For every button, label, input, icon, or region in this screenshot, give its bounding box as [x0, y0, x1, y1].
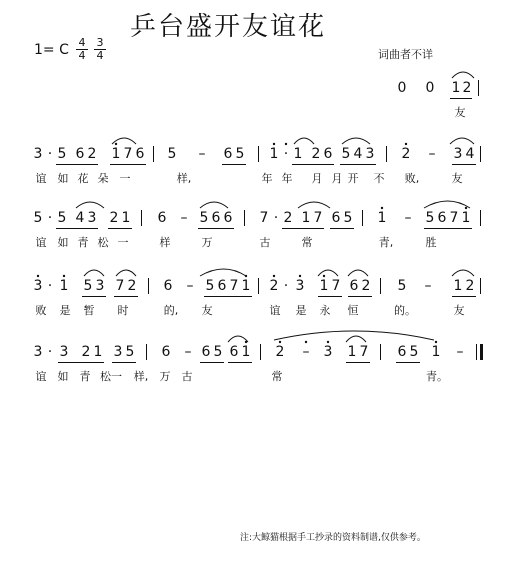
note: 6	[75, 146, 85, 162]
lyric: 青	[79, 370, 91, 383]
note: 6	[349, 278, 359, 294]
note: 5	[167, 146, 177, 162]
lyric: 友	[451, 172, 463, 185]
time-signature-4-4	[76, 38, 88, 61]
note: 7	[359, 344, 369, 360]
note: 7	[331, 278, 341, 294]
note: 5	[205, 278, 215, 294]
note: 6	[397, 344, 407, 360]
lyric: 是	[295, 304, 307, 317]
credit-text: 词曲者不详	[378, 48, 433, 61]
note: 1	[431, 344, 441, 360]
note: 6	[229, 344, 239, 360]
note: 0	[425, 80, 435, 96]
note: 5	[235, 146, 245, 162]
lyric: 花	[77, 172, 89, 185]
lyric: 如	[57, 172, 69, 185]
lyric: 谊	[35, 172, 47, 185]
note: 2	[465, 278, 475, 294]
note: 6	[437, 210, 447, 226]
lyric: 永	[319, 304, 331, 317]
note: ·	[47, 278, 53, 294]
lyric: 败,	[404, 172, 420, 185]
lyric: 是	[59, 304, 71, 317]
lyric: 胜	[425, 236, 437, 249]
lyric: 万	[159, 370, 171, 383]
note: –	[456, 344, 464, 360]
note: 1	[269, 146, 279, 162]
lyric: 一	[117, 236, 129, 249]
time-sig-top: 4	[78, 36, 86, 49]
note: –	[404, 210, 412, 226]
note: 7	[123, 146, 133, 162]
note: –	[180, 210, 188, 226]
note: 3	[113, 344, 123, 360]
lyric: 暂	[83, 304, 95, 317]
note: 2	[109, 210, 119, 226]
note: –	[186, 278, 194, 294]
lyric: 松	[97, 236, 109, 249]
lyric: 开	[347, 172, 359, 185]
lyric: 样,	[133, 370, 149, 383]
song-title: 乒台盛开友谊花	[130, 12, 327, 42]
note: 5	[33, 210, 43, 226]
lyric: 的,	[163, 304, 179, 317]
note: 1	[377, 210, 387, 226]
note: 1	[121, 210, 131, 226]
note: 3	[295, 278, 305, 294]
note: 5	[199, 210, 209, 226]
note: 6	[323, 146, 333, 162]
note: 3	[365, 146, 375, 162]
note: –	[428, 146, 436, 162]
lyric: 不	[373, 172, 385, 185]
note: 2	[283, 210, 293, 226]
lyric: 谊	[269, 304, 281, 317]
note: 6	[217, 278, 227, 294]
note: 0	[397, 80, 407, 96]
time-signature-3-4	[94, 38, 106, 61]
note: 1	[293, 146, 303, 162]
time-sig-top: 3	[96, 36, 104, 49]
note: 1	[461, 210, 471, 226]
lyric: 万	[201, 236, 213, 249]
note: 3	[453, 146, 463, 162]
note: 3	[33, 146, 43, 162]
note: 2	[87, 146, 97, 162]
note: 4	[353, 146, 363, 162]
note: 7	[259, 210, 269, 226]
note: 1	[451, 80, 461, 96]
note: 5	[213, 344, 223, 360]
lyric: 常	[301, 236, 313, 249]
note: 5	[57, 146, 67, 162]
beam	[450, 98, 472, 99]
note: 3	[33, 344, 43, 360]
note: –	[302, 344, 310, 360]
note: 1	[93, 344, 103, 360]
lyric: 青。	[426, 370, 448, 383]
note: 1	[301, 210, 311, 226]
note: 7	[449, 210, 459, 226]
note: 6	[163, 278, 173, 294]
lyric: 月	[311, 172, 323, 185]
note: 6	[157, 210, 167, 226]
note: 1	[241, 344, 251, 360]
note: 1	[347, 344, 357, 360]
note: 4	[75, 210, 85, 226]
note: 2	[401, 146, 411, 162]
lyric: 如	[57, 370, 69, 383]
lyric: 谊	[35, 370, 47, 383]
note: 7	[229, 278, 239, 294]
note: ·	[47, 146, 53, 162]
note: 3	[323, 344, 333, 360]
lyric: 友	[453, 304, 465, 317]
note: 5	[57, 210, 67, 226]
note: 1	[59, 278, 69, 294]
time-sig-bottom: 4	[78, 49, 86, 62]
note: 6	[223, 146, 233, 162]
note: –	[198, 146, 206, 162]
lyric: 一	[119, 172, 131, 185]
lyric: 青	[77, 236, 89, 249]
note: 5	[343, 210, 353, 226]
note: 7	[313, 210, 323, 226]
note: 1	[319, 278, 329, 294]
note: 5	[83, 278, 93, 294]
note: 3	[59, 344, 69, 360]
key-signature: 1= C	[34, 42, 69, 58]
lyric: 青,	[378, 236, 394, 249]
note: ·	[47, 344, 53, 360]
note: ·	[283, 146, 289, 162]
lyric: 恒	[347, 304, 359, 317]
note: 3	[33, 278, 43, 294]
note: 5	[397, 278, 407, 294]
note: 1	[111, 146, 121, 162]
note: 2	[275, 344, 285, 360]
note: 4	[465, 146, 475, 162]
footnote: 注:大鲸猫根据手工抄录的资料制谱,仅供参考。	[240, 533, 426, 543]
note: 6	[161, 344, 171, 360]
note: 2	[462, 80, 472, 96]
lyric: 友	[454, 106, 466, 119]
note: –	[184, 344, 192, 360]
note: 5	[125, 344, 135, 360]
lyric: 松一	[100, 370, 122, 383]
note: 2	[127, 278, 137, 294]
note: 2	[361, 278, 371, 294]
time-sig-bottom: 4	[96, 49, 104, 62]
lyric: 友	[201, 304, 213, 317]
note: –	[424, 278, 432, 294]
note: 5	[425, 210, 435, 226]
lyric: 谊	[35, 236, 47, 249]
note: 5	[409, 344, 419, 360]
note: 3	[87, 210, 97, 226]
note: ·	[273, 210, 279, 226]
note: 2	[81, 344, 91, 360]
lyric: 年	[281, 172, 293, 185]
note: 6	[201, 344, 211, 360]
note: ·	[47, 210, 53, 226]
note: 7	[115, 278, 125, 294]
lyric: 样,	[176, 172, 192, 185]
lyric: 月	[331, 172, 343, 185]
note: 1	[453, 278, 463, 294]
note: 5	[341, 146, 351, 162]
note: 2	[311, 146, 321, 162]
lyric: 如	[57, 236, 69, 249]
note: 6	[135, 146, 145, 162]
note: 6	[331, 210, 341, 226]
lyric: 古	[181, 370, 193, 383]
bar-line	[478, 80, 479, 96]
note: 6	[211, 210, 221, 226]
lyric: 时	[117, 304, 129, 317]
note: ·	[283, 278, 289, 294]
note: 3	[95, 278, 105, 294]
lyric: 的。	[394, 304, 416, 317]
lyric: 常	[271, 370, 283, 383]
note: 1	[241, 278, 251, 294]
note: 2	[269, 278, 279, 294]
lyric: 样	[159, 236, 171, 249]
lyric: 古	[259, 236, 271, 249]
lyric: 朵	[97, 172, 109, 185]
lyric: 年	[261, 172, 273, 185]
note: 6	[223, 210, 233, 226]
lyric: 败	[35, 304, 47, 317]
